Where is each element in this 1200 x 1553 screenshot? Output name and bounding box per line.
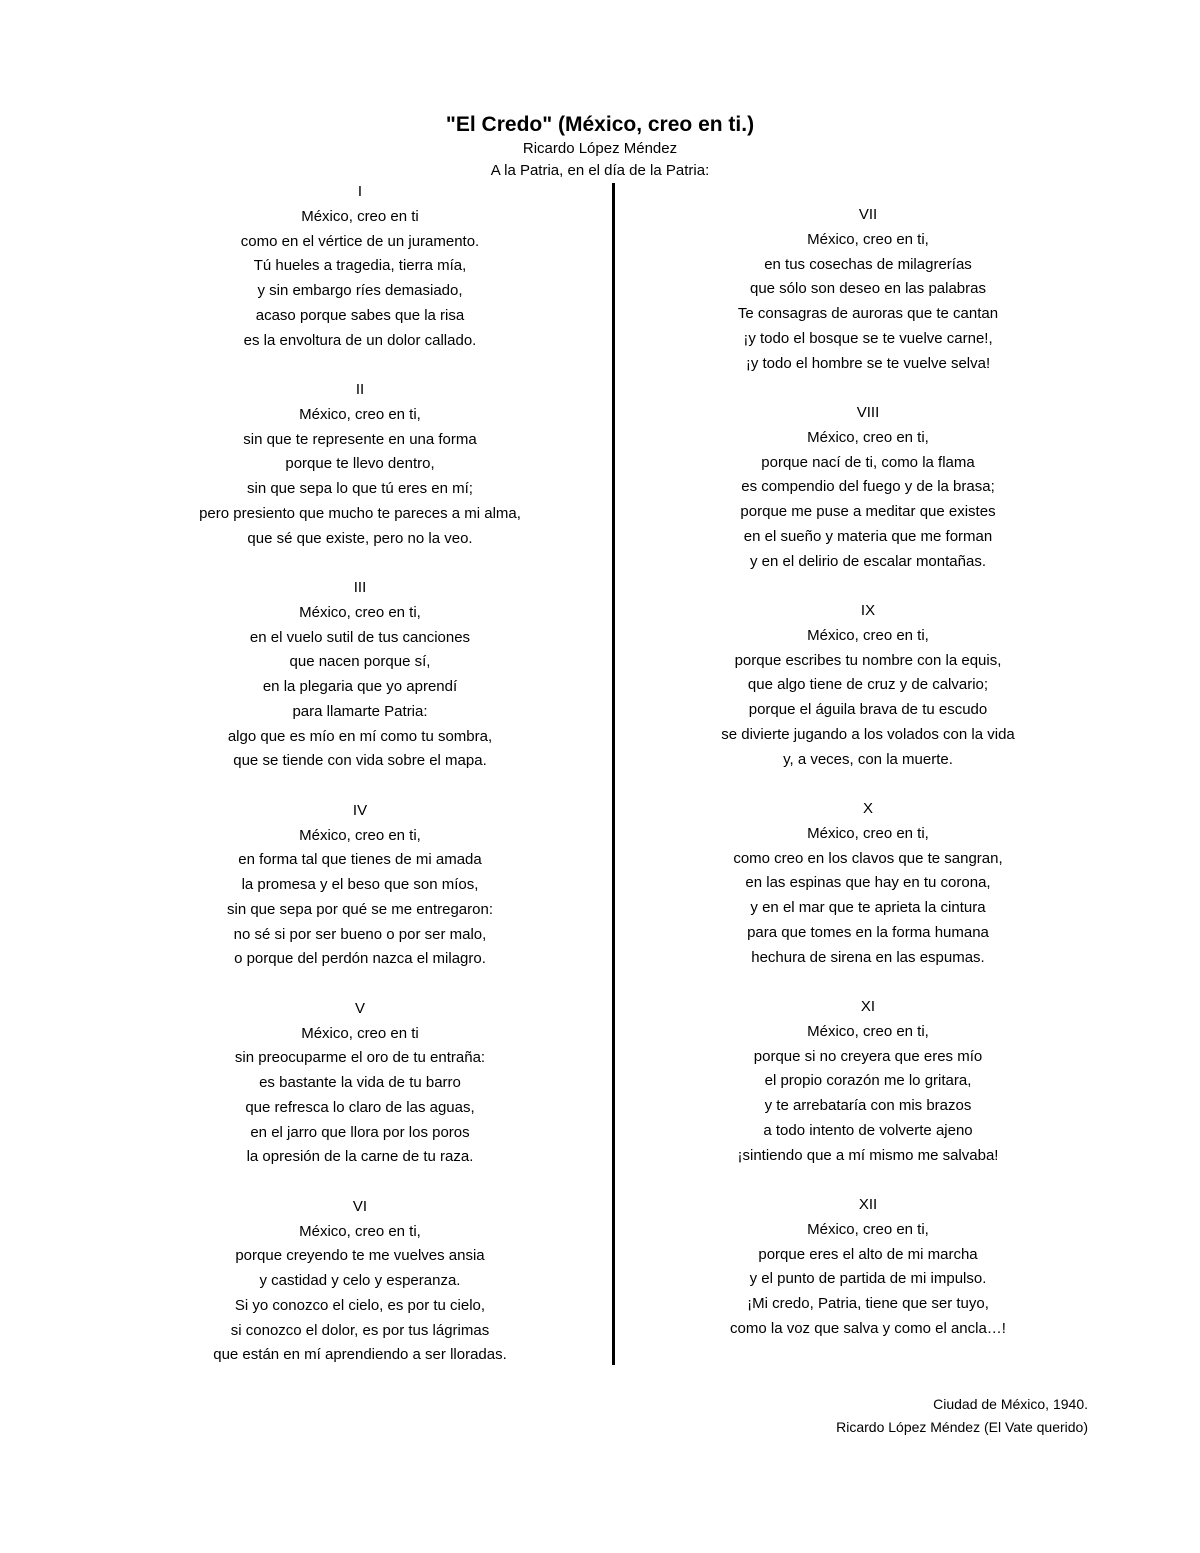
- verse-line: en tus cosechas de milagrerías: [764, 255, 972, 273]
- verse-line: México, creo en ti: [301, 207, 419, 225]
- verse-line: y, a veces, con la muerte.: [783, 750, 953, 768]
- verse-line: en el vuelo sutil de tus canciones: [249, 628, 471, 646]
- verse-line: México, creo en ti,: [299, 405, 421, 423]
- verse-line: porque creyendo te me vuelves ansia: [235, 1247, 485, 1265]
- verse-line: y en el delirio de escalar montañas.: [750, 552, 986, 570]
- verse-line: acaso porque sabes que la risa: [255, 306, 465, 324]
- stanza-numeral: IX: [860, 602, 876, 619]
- verse-line: México, creo en ti,: [807, 626, 929, 644]
- verse-line: pero presiento que mucho te pareces a mi alma,: [199, 504, 521, 522]
- verse-line: y en el mar que te aprieta la cintura: [750, 899, 986, 916]
- verse-line: sin preocuparme el oro de tu entraña:: [234, 1049, 486, 1067]
- verse-line: no sé si por ser bueno o por ser malo,: [233, 925, 487, 943]
- verse-line: México, creo en ti,: [807, 1220, 929, 1238]
- stanza-numeral: IV: [352, 801, 368, 819]
- verse-line: para llamarte Patria:: [292, 702, 428, 720]
- stanza: [155, 576, 565, 774]
- verse-line: México, creo en ti,: [807, 230, 929, 248]
- verse-line: como en el vértice de un juramento.: [240, 232, 480, 250]
- verse-line: se divierte jugando a los volados con la vida: [721, 725, 1015, 743]
- verse-line: en las espinas que hay en tu corona,: [745, 874, 991, 892]
- left-column: [155, 180, 565, 1393]
- verse-line: como la voz que salva y como el ancla…!: [730, 1319, 1006, 1337]
- stanza-numeral: I: [357, 183, 363, 200]
- verse-line: que refresca lo claro de las aguas,: [245, 1098, 475, 1116]
- verse-line: como creo en los clavos que te sangran,: [733, 849, 1003, 867]
- verse-line: hechura de sirena en las espumas.: [751, 948, 985, 966]
- stanza: [155, 799, 565, 972]
- stanza-numeral: II: [355, 381, 365, 398]
- verse-line: que sé que existe, pero no la veo.: [247, 529, 473, 547]
- stanza: [155, 997, 565, 1170]
- verse-line: a todo intento de volverte ajeno: [763, 1121, 973, 1139]
- verse-line: es compendio del fuego y de la brasa;: [741, 478, 995, 496]
- verse-line: y el punto de partida de mi impulso.: [749, 1270, 987, 1288]
- stanza-numeral: III: [353, 579, 367, 596]
- verse-line: y sin embargo ríes demasiado,: [257, 282, 463, 299]
- verse-line: y te arrebataría con mis brazos: [764, 1097, 972, 1114]
- verse-line: que sólo son deseo en las palabras: [749, 280, 986, 298]
- verse-line: en forma tal que tienes de mi amada: [238, 851, 482, 869]
- verse-line: si conozco el dolor, es por tus lágrimas: [230, 1321, 490, 1339]
- verse-line: porque nací de ti, como la flama: [761, 453, 975, 471]
- verse-line: México, creo en ti,: [807, 428, 929, 446]
- stanza-numeral: X: [862, 800, 873, 817]
- signature: Ricardo López Méndez (El Vate querido): [836, 1419, 1088, 1435]
- verse-line: porque el águila brava de tu escudo: [748, 701, 988, 718]
- stanza: [663, 797, 1073, 970]
- verse-line: algo que es mío en mí como tu sombra,: [227, 727, 493, 745]
- verse-line: sin que te represente en una forma: [243, 430, 477, 448]
- verse-line: es bastante la vida de tu barro: [259, 1074, 461, 1091]
- verse-line: ¡Mi credo, Patria, tiene que ser tuyo,: [747, 1295, 989, 1312]
- verse-line: México, creo en ti,: [299, 826, 421, 844]
- dedication: A la Patria, en el día de la Patria:: [490, 162, 710, 179]
- stanza: [155, 180, 565, 353]
- right-column: [663, 203, 1073, 1366]
- verse-line: Te consagras de auroras que te cantan: [737, 305, 999, 322]
- verse-line: porque eres el alto de mi marcha: [758, 1245, 978, 1263]
- verse-line: México, creo en ti,: [299, 603, 421, 621]
- verse-line: y castidad y celo y esperanza.: [259, 1272, 461, 1289]
- verse-line: es la envoltura de un dolor callado.: [243, 331, 477, 349]
- verse-line: México, creo en ti,: [807, 824, 929, 842]
- verse-line: para que tomes en la forma humana: [747, 923, 989, 941]
- stanza: [663, 995, 1073, 1168]
- verse-line: porque escribes tu nombre con la equis,: [734, 651, 1002, 669]
- verse-line: ¡y todo el hombre se te vuelve selva!: [745, 354, 991, 372]
- verse-line: México, creo en ti: [301, 1024, 419, 1042]
- stanza: [155, 378, 565, 551]
- verse-line: que algo tiene de cruz y de calvario;: [747, 676, 989, 694]
- verse-line: Si yo conozco el cielo, es por tu cielo,: [234, 1296, 486, 1314]
- verse-line: la promesa y el beso que son míos,: [241, 876, 479, 893]
- stanza-numeral: V: [354, 999, 365, 1017]
- verse-line: México, creo en ti,: [807, 1022, 929, 1040]
- verse-line: que nacen porque sí,: [289, 653, 431, 671]
- verse-line: porque si no creyera que eres mío: [753, 1047, 983, 1065]
- author-name: Ricardo López Méndez: [522, 140, 678, 157]
- verse-line: sin que sepa por qué se me entregaron:: [226, 900, 493, 918]
- stanza-numeral: VI: [352, 1197, 368, 1215]
- verse-line: porque te llevo dentro,: [285, 455, 435, 473]
- stanza: [663, 1193, 1073, 1342]
- verse-line: en el sueño y materia que me forman: [743, 527, 993, 545]
- column-divider: [612, 183, 615, 1365]
- verse-line: Tú hueles a tragedia, tierra mía,: [253, 257, 467, 275]
- verse-line: porque me puse a meditar que existes: [740, 503, 996, 520]
- verse-line: ¡y todo el bosque se te vuelve carne!,: [743, 329, 993, 347]
- verse-line: México, creo en ti,: [299, 1222, 421, 1240]
- stanza-numeral: VII: [858, 206, 878, 223]
- verse-line: o porque del perdón nazca el milagro.: [234, 950, 486, 968]
- stanza: [663, 599, 1073, 772]
- verse-line: sin que sepa lo que tú eres en mí;: [247, 480, 473, 497]
- verse-line: ¡sintiendo que a mí mismo me salvaba!: [737, 1146, 999, 1164]
- stanza: [155, 1195, 565, 1368]
- verse-line: que están en mí aprendiendo a ser lloradas.: [213, 1346, 507, 1364]
- stanza-numeral: XI: [860, 998, 876, 1015]
- verse-line: la opresión de la carne de tu raza.: [246, 1148, 474, 1166]
- stanza: [663, 401, 1073, 574]
- place-date: Ciudad de México, 1940.: [933, 1396, 1088, 1412]
- stanza-numeral: XII: [858, 1196, 878, 1213]
- footer: [836, 1393, 1088, 1439]
- verse-line: en la plegaria que yo aprendí: [262, 678, 458, 695]
- stanza-numeral: VIII: [856, 404, 880, 421]
- stanza: [663, 203, 1073, 376]
- verse-line: en el jarro que llora por los poros: [250, 1123, 470, 1141]
- verse-line: el propio corazón me lo gritara,: [764, 1072, 972, 1090]
- poem-title: "El Credo" (México, creo en ti.): [445, 113, 755, 136]
- verse-line: que se tiende con vida sobre el mapa.: [233, 752, 487, 770]
